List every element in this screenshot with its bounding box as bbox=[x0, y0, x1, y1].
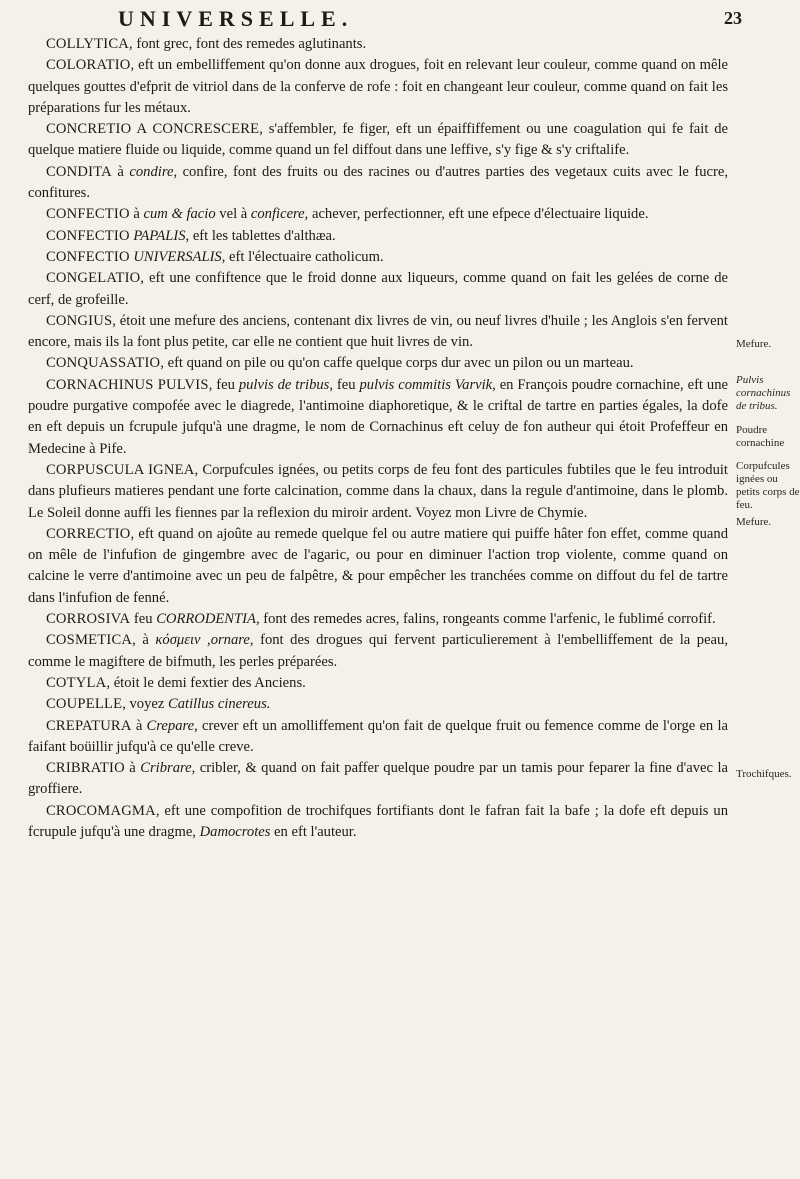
entry-definition: , eft quand on ajoûte au remede quelque fel ou autre matiere qui puiffe hâter fon effet, comme quand on mêle de l'infufion de gingembre avec de l'agaric, ou pour en diminuer l'action trop violente, comme quand on calcine le verre d'antimoine avec un peu de falpêtre, & pour empêcher les tranchées comme on diffout du fel de tartre dans l'infufion de fenné. bbox=[28, 525, 728, 606]
dictionary-entry bbox=[28, 119, 728, 162]
entry-italic-term: CORRODENTIA bbox=[156, 611, 256, 628]
entry-headword: CREPATURA bbox=[46, 717, 132, 734]
entry-definition: , s'affembler, fe figer, eft un épaiffiffement ou une coagulation qui fe fait de quelque matiere fluide ou liquide, comme quand un fel diffout dans une leffive, s'y fige & s'y criftalife. bbox=[28, 121, 728, 159]
entry-definition: , font grec, font des remedes aglutinants. bbox=[129, 36, 367, 52]
entry-headword: CONDITA bbox=[46, 163, 112, 180]
entry-connector: à bbox=[111, 163, 130, 180]
dictionary-entries bbox=[28, 34, 728, 843]
entry-definition: , font des remedes acres, falins, rongeants comme l'arfenic, le fublimé corrofif. bbox=[255, 611, 716, 628]
dictionary-entry bbox=[28, 524, 728, 609]
margin-note: Pulvis cornachinus de tribus. bbox=[736, 374, 791, 412]
entry-headword: CORROSIVA bbox=[46, 611, 131, 628]
entry-italic-term: PAPALIS bbox=[133, 227, 186, 244]
page-header bbox=[0, 6, 800, 34]
entry-connector: feu bbox=[130, 611, 157, 628]
entry-italic-term: condire bbox=[129, 163, 174, 180]
entry-italic-term: Cribrare bbox=[140, 760, 192, 777]
entry-definition: , crever eft un amolliffement qu'on fait de quelque fruit ou femence comme de l'orge en la faifant boüillir jufqu'à ce qu'elle creve. bbox=[28, 717, 728, 755]
entry-definition: , Corpufcules ignées, ou petits corps de feu font des particules fubtiles que le feu introduit dans plufieurs matieres pendant une forte calcination, comme dans la chaux, dans la regule d'antimoine, dans le plomb. Le Soleil donne auffi les fiennes par la reflexion du miroir ardent. Voyez mon Livre de Chymie. bbox=[28, 461, 728, 521]
dictionary-entry bbox=[28, 204, 728, 225]
margin-note: Mefure. bbox=[736, 338, 772, 350]
entry-definition: , étoit le demi fextier des Anciens. bbox=[106, 674, 306, 691]
dictionary-entry bbox=[28, 801, 728, 844]
dictionary-entry bbox=[28, 247, 728, 268]
entry-headword: COLLYTICA bbox=[46, 36, 130, 52]
entry-headword: COTYLA bbox=[46, 674, 107, 691]
entry-headword: COUPELLE bbox=[46, 696, 123, 713]
entry-headword: COSMETICA bbox=[46, 632, 133, 649]
entry-headword: CORPUSCULA IGNEA bbox=[46, 461, 195, 478]
dictionary-entry bbox=[28, 694, 728, 715]
entry-italic-reference: Damocrotes bbox=[199, 823, 271, 840]
entry-italic-term: κόσμειν ,ornare bbox=[155, 632, 250, 649]
margin-note: Poudre cornachine bbox=[736, 424, 785, 449]
dictionary-entry bbox=[28, 375, 728, 460]
entry-connector: à bbox=[129, 206, 144, 223]
running-title: UNIVERSELLE. bbox=[118, 6, 354, 31]
entry-definition: , achever, perfectionner, eft une efpece d'électuaire liquide. bbox=[304, 206, 649, 223]
page-number: 23 bbox=[724, 8, 742, 28]
entry-definition: , font des drogues qui fervent particulierement à l'embelliffement de la peau, comme le magiftere de bifmuth, les perles préparées. bbox=[28, 632, 728, 670]
dictionary-entry bbox=[28, 311, 728, 354]
entry-headword: COLORATIO bbox=[46, 57, 131, 74]
dictionary-entry bbox=[28, 758, 728, 801]
entry-definition: , cribler, & quand on fait paffer quelque poudre par un tamis pour feparer la fine d'avec la groffiere. bbox=[28, 760, 728, 798]
dictionary-entry bbox=[28, 460, 728, 524]
entry-connector: , feu bbox=[208, 376, 239, 393]
entry-headword: CONGELATIO bbox=[46, 270, 141, 287]
dictionary-entry bbox=[28, 630, 728, 673]
entry-headword: CONFECTIO bbox=[46, 227, 130, 244]
entry-definition: , eft un embelliffement qu'on donne aux drogues, foit en relevant leur couleur, comme quand on mêle quelques gouttes d'efprit de vitriol dans de la conferve de rofe : foit en changeant leur couleur, comme quand on fait les préparations fur les métaux. bbox=[28, 57, 728, 116]
entry-headword: CONCRETIO A CONCRESCERE bbox=[46, 121, 260, 138]
entry-italic-reference: Catillus cinereus. bbox=[167, 696, 271, 713]
entry-italic-term: pulvis de tribus bbox=[238, 376, 330, 393]
entry-headword: CONGIUS bbox=[46, 312, 113, 329]
dictionary-entry bbox=[28, 226, 728, 247]
dictionary-entry bbox=[28, 609, 728, 630]
entry-definition: , en François poudre cornachine, eft une poudre purgative compofée avec le diagrede, l'antimoine diaphoretique, & le criftal de tartre en parties égales, la dofe en eft depuis un fcrupule jufqu'à une dragme, le nom de Cornachinus eft celuy de fon autheur qui étoit Profeffeur en Medecine à Pife. bbox=[28, 376, 728, 457]
dictionary-entry bbox=[28, 55, 728, 119]
entry-definition: , eft quand on pile ou qu'on caffe quelque corps dur avec un pilon ou un marteau. bbox=[160, 355, 634, 372]
entry-definition: , eft les tablettes d'althæa. bbox=[185, 227, 336, 244]
margin-notes bbox=[736, 0, 800, 1179]
dictionary-entry bbox=[28, 353, 728, 374]
entry-headword: CORNACHINUS PULVIS bbox=[46, 376, 209, 393]
entry-definition: , eft l'électuaire catholicum. bbox=[221, 248, 384, 265]
dictionary-entry bbox=[28, 716, 728, 759]
entry-italic-term: pulvis commitis Varvik bbox=[359, 376, 493, 393]
entry-definition: , confire, font des fruits ou des racines ou d'autres parties des vegetaux cuits avec le fucre, confitures. bbox=[28, 163, 728, 202]
dictionary-entry bbox=[28, 162, 728, 205]
dictionary-entry bbox=[28, 34, 728, 55]
dictionary-entry bbox=[28, 673, 728, 694]
entry-definition-tail: en eft l'auteur. bbox=[270, 823, 357, 840]
dictionary-entry bbox=[28, 268, 728, 311]
entry-definition: , eft une compofition de trochifques fortifiants dont le fafran fait la bafe ; la dofe eft depuis un fcrupule jufqu'à une dragme, bbox=[28, 802, 728, 840]
entry-connector: , feu bbox=[329, 376, 360, 393]
entry-italic-term: conficere bbox=[250, 206, 305, 223]
entry-definition: , étoit une mefure des anciens, contenant dix livres de vin, ou neuf livres d'huile ; les Anglois s'en fervent encore, mais ils la font plus petite, car elle ne contient que huit livres de vin. bbox=[28, 312, 728, 351]
entry-headword: CONQUASSATIO bbox=[46, 355, 161, 372]
margin-note: Mefure. bbox=[736, 516, 772, 528]
entry-headword: CONFECTIO bbox=[46, 248, 130, 265]
entry-headword: CORRECTIO bbox=[46, 525, 131, 542]
entry-headword: CRIBRATIO bbox=[46, 760, 125, 777]
entry-connector: à bbox=[131, 717, 147, 734]
entry-italic-term: UNIVERSALIS bbox=[133, 248, 222, 265]
margin-note: Corpufcules ignées ou petits corps de feu. bbox=[736, 460, 800, 511]
entry-italic-term: Crepare bbox=[146, 717, 195, 734]
entry-connector: à bbox=[124, 760, 141, 777]
entry-definition: , voyez bbox=[122, 696, 168, 713]
entry-connector: vel à bbox=[215, 206, 251, 223]
entry-definition: , eft une confiftence que le froid donne aux liqueurs, comme quand on fait les gelées de corne de cerf, de grofeille. bbox=[28, 270, 728, 308]
entry-connector: , à bbox=[132, 632, 156, 649]
entry-headword: CROCOMAGMA bbox=[46, 802, 156, 819]
entry-headword: CONFECTIO bbox=[46, 206, 130, 223]
margin-note: Trochifques. bbox=[736, 768, 792, 780]
entry-italic-term: cum & facio bbox=[143, 206, 216, 223]
